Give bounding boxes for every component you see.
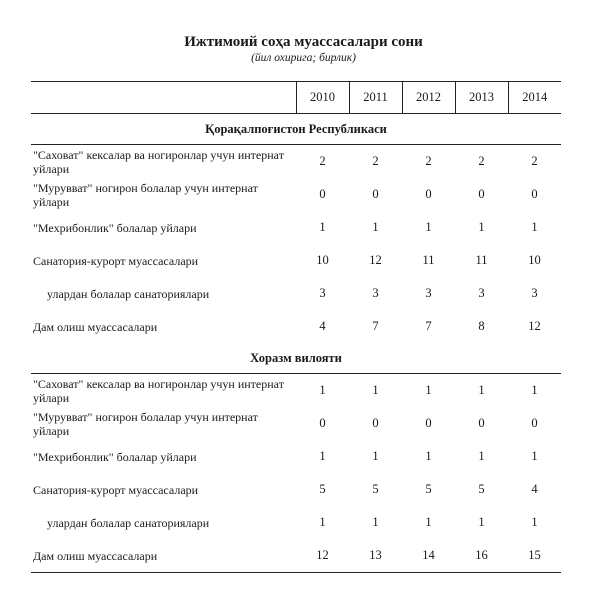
cell-value: 4 xyxy=(531,482,538,496)
row-label: улардан болалар санаториялари xyxy=(47,515,210,530)
table-row xyxy=(31,506,561,539)
cell-value: 1 xyxy=(372,515,379,529)
cell-value: 5 xyxy=(372,482,379,496)
table-row xyxy=(31,310,561,343)
cell-value: 2 xyxy=(425,154,432,168)
section-header-row xyxy=(31,114,561,145)
cell-value: 3 xyxy=(478,286,485,300)
cell-value: 0 xyxy=(319,416,326,430)
cell-value: 1 xyxy=(425,220,432,234)
row-label: Дам олиш муассасалари xyxy=(31,539,296,573)
cell-value: 0 xyxy=(372,416,379,430)
cell-value: 4 xyxy=(319,319,326,333)
statistics-table xyxy=(31,81,561,573)
table-header-row xyxy=(31,82,561,114)
cell-value: 1 xyxy=(478,383,485,397)
cell-value: 15 xyxy=(508,539,561,573)
cell-value: 1 xyxy=(319,449,326,463)
cell-value: 1 xyxy=(319,515,326,529)
cell-value: 12 xyxy=(528,319,541,333)
cell-value: 2 xyxy=(372,154,379,168)
cell-value: 3 xyxy=(319,286,326,300)
cell-value: 1 xyxy=(372,449,379,463)
row-label: "Мурувват" ногирон болалар учун интернат уйлари xyxy=(33,180,258,209)
row-label: "Мехрибонлик" болалар уйлари xyxy=(33,220,197,235)
row-label: "Мехрибонлик" болалар уйлари xyxy=(33,449,197,464)
cell-value: 1 xyxy=(372,383,379,397)
table-row xyxy=(31,407,561,440)
table-row xyxy=(31,178,561,211)
cell-value: 5 xyxy=(478,482,485,496)
cell-value: 12 xyxy=(296,539,349,573)
cell-value: 1 xyxy=(531,515,538,529)
cell-value: 0 xyxy=(531,416,538,430)
cell-value: 12 xyxy=(369,253,382,267)
cell-value: 1 xyxy=(531,220,538,234)
cell-value: 0 xyxy=(372,187,379,201)
cell-value: 1 xyxy=(478,449,485,463)
table-row xyxy=(31,244,561,277)
document-title: Ижтимоий соҳа муассасалари сони xyxy=(184,34,423,50)
cell-value: 1 xyxy=(478,515,485,529)
year-header: 2014 xyxy=(508,82,561,114)
row-label: "Саховат" кексалар ва ногиронлар учун интернат уйлари xyxy=(33,147,284,176)
cell-value: 0 xyxy=(531,187,538,201)
section-header-row xyxy=(31,343,561,374)
cell-value: 1 xyxy=(425,515,432,529)
cell-value: 1 xyxy=(425,383,432,397)
cell-value: 14 xyxy=(402,539,455,573)
cell-value: 1 xyxy=(319,383,326,397)
document-subtitle: (йил охирига; бирлик) xyxy=(251,52,356,64)
cell-value: 1 xyxy=(425,449,432,463)
cell-value: 8 xyxy=(478,319,485,333)
row-label: "Саховат" кексалар ва ногиронлар учун интернат уйлари xyxy=(33,376,284,405)
cell-value: 5 xyxy=(425,482,432,496)
cell-value: 0 xyxy=(425,416,432,430)
table-row xyxy=(31,473,561,506)
cell-value: 10 xyxy=(316,253,329,267)
cell-value: 7 xyxy=(425,319,432,333)
table-row xyxy=(31,277,561,310)
year-header: 2013 xyxy=(455,82,508,114)
cell-value: 1 xyxy=(319,220,326,234)
section-title: Хоразм вилояти xyxy=(31,343,561,374)
year-header: 2012 xyxy=(402,82,455,114)
cell-value: 2 xyxy=(531,154,538,168)
cell-value: 13 xyxy=(349,539,402,573)
cell-value: 0 xyxy=(425,187,432,201)
cell-value: 0 xyxy=(478,187,485,201)
cell-value: 1 xyxy=(478,220,485,234)
cell-value: 5 xyxy=(319,482,326,496)
cell-value: 1 xyxy=(531,449,538,463)
table-row xyxy=(31,440,561,473)
row-label: Дам олиш муассасалари xyxy=(33,319,158,334)
cell-value: 11 xyxy=(475,253,488,267)
table-row xyxy=(31,374,561,408)
cell-value: 1 xyxy=(531,383,538,397)
cell-value: 3 xyxy=(372,286,379,300)
section-title: Қорақалпоғистон Республикаси xyxy=(31,114,561,145)
year-header: 2011 xyxy=(349,82,402,114)
cell-value: 3 xyxy=(425,286,432,300)
row-label: "Мурувват" ногирон болалар учун интернат уйлари xyxy=(33,409,258,438)
table-row xyxy=(31,211,561,244)
cell-value: 2 xyxy=(478,154,485,168)
cell-value: 1 xyxy=(372,220,379,234)
cell-value: 3 xyxy=(531,286,538,300)
cell-value: 16 xyxy=(455,539,508,573)
row-label: Санатория-курорт муассасалари xyxy=(33,482,199,497)
cell-value: 0 xyxy=(319,187,326,201)
cell-value: 2 xyxy=(319,154,326,168)
year-header: 2010 xyxy=(296,82,349,114)
table-row xyxy=(31,145,561,179)
label-column-header xyxy=(31,82,296,114)
cell-value: 7 xyxy=(372,319,379,333)
table-row xyxy=(31,539,561,573)
cell-value: 10 xyxy=(528,253,541,267)
row-label: улардан болалар санаториялари xyxy=(47,286,210,301)
cell-value: 0 xyxy=(478,416,485,430)
row-label: Санатория-курорт муассасалари xyxy=(33,253,199,268)
cell-value: 11 xyxy=(422,253,435,267)
